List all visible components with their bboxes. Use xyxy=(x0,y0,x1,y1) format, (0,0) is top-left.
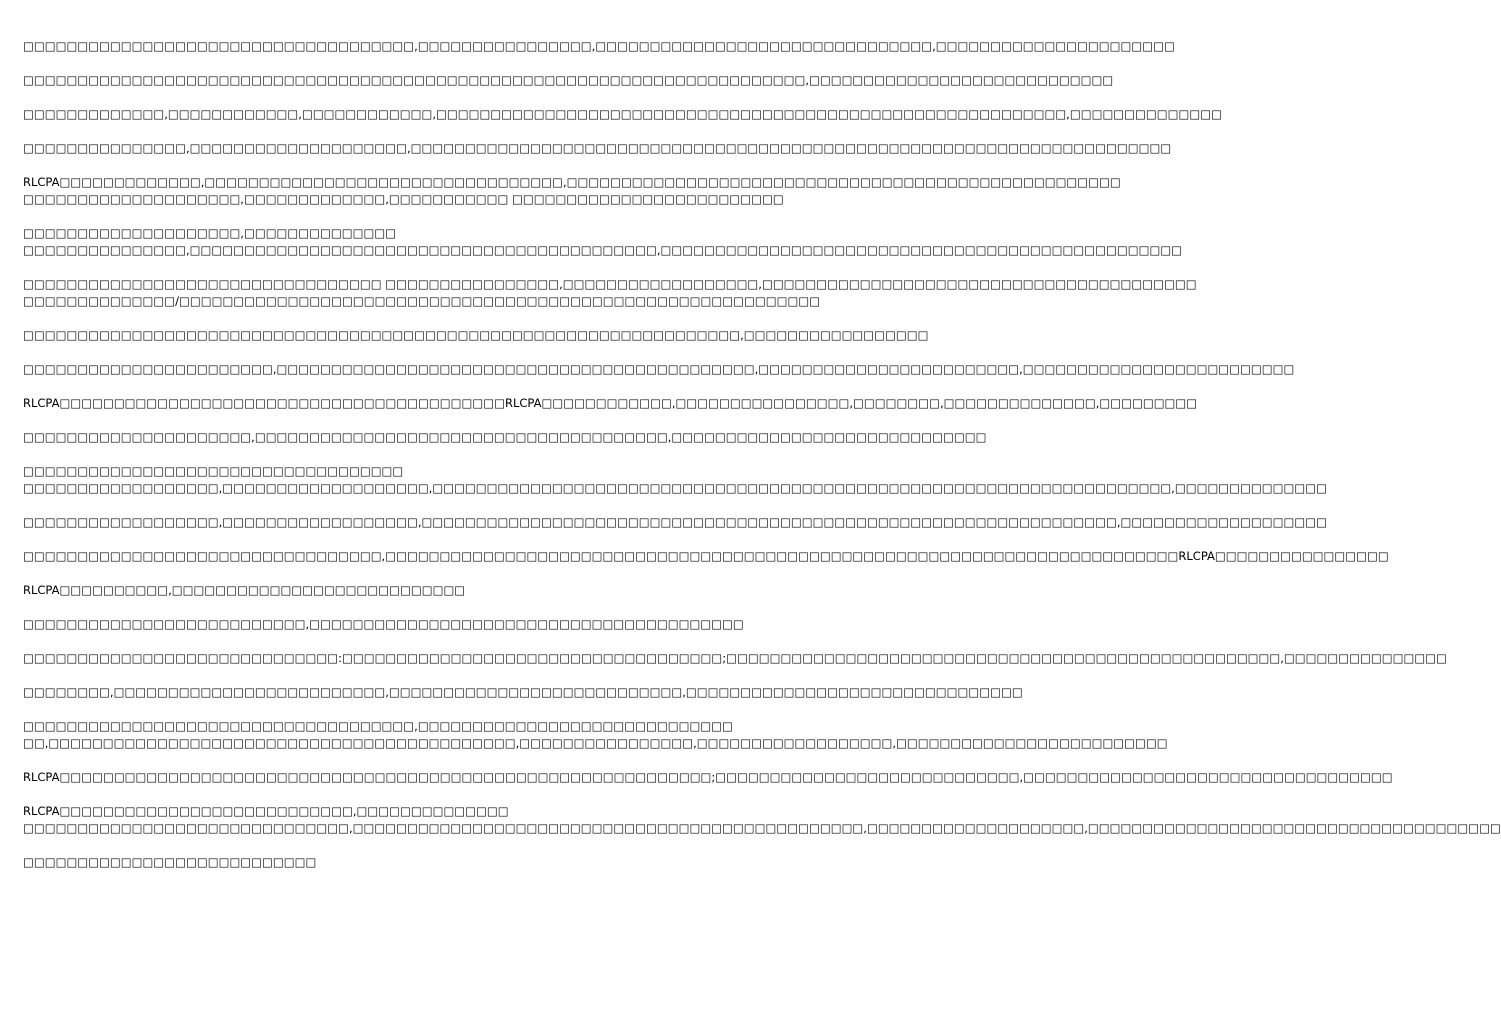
paragraph xyxy=(23,463,1327,497)
paragraph xyxy=(23,429,987,446)
paragraph-line: RLCPA□□□□□□□□□□□□□□□□□□□□□□□□□□□□□□□□□□□□□□□□□RLCPA□□□□□□□□□□□□,□□□□□□□□□□□□□□□□,□□□□□□□□,□□□□□□□□□□□□□□,□□□□□□□□□ xyxy=(23,396,1198,410)
paragraph-line: □□□□□□□□□□□□□□□□□□□□□□□□□□□□□□□□□□□□,□□□□□□□□□□□□□□□□,□□□□□□□□□□□□□□□□□□□□□□□□□□□□□□□,□□□□□□□□□□□□□□□□□□□□□□ xyxy=(23,39,1175,53)
paragraph-line: RLCPA□□□□□□□□□□,□□□□□□□□□□□□□□□□□□□□□□□□□□□ xyxy=(23,583,466,597)
paragraph-line: RLCPA□□□□□□□□□□□□□,□□□□□□□□□□□□□□□□□□□□□□□□□□□□□□□□□,□□□□□□□□□□□□□□□□□□□□□□□□□□□□□□□□□□□□□□□□□□□□□□□□□□□ xyxy=(23,175,1121,189)
paragraph-line: □□□□□□□□□□□□□□□□□□□□□□□□□□□□□□□□□□□ xyxy=(23,464,404,478)
paragraph xyxy=(23,276,1197,310)
paragraph-line: □□□□□□□□□□□□□□□□□□□□□□□□□□□□□□□□□□□□□□□□□□□□□□□□□□□□□□□□□□□□□□□□□□,□□□□□□□□□□□□□□□□□ xyxy=(23,328,929,342)
paragraph xyxy=(23,395,1198,412)
paragraph-line: □□□□□□□□□□□□□□□,□□□□□□□□□□□□□□□□□□□□,□□□□□□□□□□□□□□□□□□□□□□□□□□□□□□□□□□□□□□□□□□□□□□□□□□□□□□□□□□□□□□□□□□□□□□ xyxy=(23,141,1172,155)
paragraph-line: □□□□□□□□□□□□□□□□□□,□□□□□□□□□□□□□□□□□□,□□□□□□□□□□□□□□□□□□□□□□□□□□□□□□□□□□□□□□□□□□□□□□□□□□□□□□□□□□□□□□□□,□□□□□□□□□□□□□□□□□□□ xyxy=(23,515,1327,529)
paragraph-line: □□□□□□□□□□□□□□□□□□□□□□□□□□□□□□□□□,□□□□□□□□□□□□□□□□□□□□□□□□□□□□□□□□□□□□□□□□□□□□□□□□□□□□□□□□□□□□□□□□□□□□□□□□□RLCPA□□□□□□□□□□□□□□□□ xyxy=(23,549,1389,563)
paragraph xyxy=(23,582,720,599)
paragraph xyxy=(23,140,1172,157)
paragraph xyxy=(23,72,1114,89)
paragraph xyxy=(23,684,1023,701)
paragraph-line: □□□□□□□□□□□□□□□□□□□□□□□□□□□□□□,□□□□□□□□□□□□□□□□□□□□□□□□□□□□□□□□□□□□□□□□□□□□□□□,□□□□□□□□□□□□□□□□□□□□,□□□□□□□□□□□□□□□□□□□□□□□□□□□□□□□□□□□□□□ xyxy=(23,821,1501,835)
paragraph-line: □□□□□□□□□□□□□□□□□□□□□,□□□□□□□□□□□□□□□□□□□□□□□□□□□□□□□□□□□□□□,□□□□□□□□□□□□□□□□□□□□□□□□□□□□□ xyxy=(23,430,987,444)
paragraph xyxy=(23,174,1121,208)
paragraph xyxy=(23,548,1389,565)
paragraph-line: □□□□□□□□□□□□□□/□□□□□□□□□□□□□□□□□□□□□□□□□□□□□□□□□□□□□□□□□□□□□□□□□□□□□□□□□□□ xyxy=(23,294,821,308)
paragraph-line: □□□□□□□□□□□□□□□□□□□□,□□□□□□□□□□□□□,□□□□□□□□□□□ □□□□□□□□□□□□□□□□□□□□□□□□□ xyxy=(23,192,784,206)
paragraph-line: □□□□□□□□□□□□□□□□□□□□□□□□□□□□□□□□□ □□□□□□□□□□□□□□□□,□□□□□□□□□□□□□□□□□□,□□□□□□□□□□□□□□□□□□□□□□□□□□□□□□□□□□□□□□□□ xyxy=(23,277,1197,291)
paragraph xyxy=(23,38,1175,55)
paragraph xyxy=(23,803,1501,837)
paragraph-line: □□,□□□□□□□□□□□□□□□□□□□□□□□□□□□□□□□□□□□□□□□□□□□,□□□□□□□□□□□□□□□□,□□□□□□□□□□□□□□□□□□,□□□□□□□□□□□□□□□□□□□□□□□□□ xyxy=(23,736,1168,750)
paragraph-line: □□□□□□□□□□□□□□□□□□□□□□□□□□□□□□□□□□□□□□□□□□□□□□□□□□□□□□□□□□□□□□□□□□□□□□□□,□□□□□□□□□□□□□□□□□□□□□□□□□□□□ xyxy=(23,73,1114,87)
paragraph-line: □□□□□□□□□□□□□□□□□□□□,□□□□□□□□□□□□□□ xyxy=(23,226,397,240)
paragraph xyxy=(23,361,1295,378)
paragraph-line: □□□□□□□□□□□□□□□□□□□□□□□□□□□ xyxy=(23,855,317,869)
paragraph xyxy=(23,616,744,633)
paragraph-line: RLCPA□□□□□□□□□□□□□□□□□□□□□□□□□□□,□□□□□□□□□□□□□□ xyxy=(23,804,509,818)
paragraph xyxy=(23,106,1222,123)
paragraph-line: □□□□□□□□□□□□□,□□□□□□□□□□□□,□□□□□□□□□□□□,□□□□□□□□□□□□□□□□□□□□□□□□□□□□□□□□□□□□□□□□□□□□□□□□□□□□□□□□□□,□□□□□□□□□□□□□□ xyxy=(23,107,1222,121)
document-body xyxy=(23,38,1501,888)
paragraph-line: □□□□□□□□□□□□□□□□□□□□□□□□□□,□□□□□□□□□□□□□□□□□□□□□□□□□□□□□□□□□□□□□□□□ xyxy=(23,617,744,631)
paragraph xyxy=(23,514,1327,531)
paragraph xyxy=(23,854,720,871)
paragraph-line: RLCPA□□□□□□□□□□□□□□□□□□□□□□□□□□□□□□□□□□□□□□□□□□□□□□□□□□□□□□□□□□□□;□□□□□□□□□□□□□□□□□□□□□□□□□□□□,□□□□□□□□□□□□□□□□□□□□□□□□□□□□□□□□□□ xyxy=(23,770,1393,784)
paragraph-line: □□□□□□□□□□□□□□□□□□,□□□□□□□□□□□□□□□□□□□,□□□□□□□□□□□□□□□□□□□□□□□□□□□□□□□□□□□□□□□□□□□□□□□□□□□□□□□□□□□□□□□□□□□□,□□□□□□□□□□□□□□ xyxy=(23,481,1327,495)
paragraph-line: □□□□□□□□□□□□□□□□□□□□□□□□□□□□□□□□□□□□,□□□□□□□□□□□□□□□□□□□□□□□□□□□□□ xyxy=(23,719,733,733)
paragraph-line: □□□□□□□□,□□□□□□□□□□□□□□□□□□□□□□□□□,□□□□□□□□□□□□□□□□□□□□□□□□□□□,□□□□□□□□□□□□□□□□□□□□□□□□□□□□□□□ xyxy=(23,685,1023,699)
paragraph xyxy=(23,650,1447,667)
paragraph-line: □□□□□□□□□□□□□□□□□□□□□□□□□□□□□:□□□□□□□□□□□□□□□□□□□□□□□□□□□□□□□□□□□;□□□□□□□□□□□□□□□□□□□□□□□□□□□□□□□□□□□□□□□□□□□□□□□□□□□,□□□□□□□□□□□□□□□ xyxy=(23,651,1447,665)
paragraph-line: □□□□□□□□□□□□□□□□□□□□□□□,□□□□□□□□□□□□□□□□□□□□□□□□□□□□□□□□□□□□□□□□□□□□,□□□□□□□□□□□□□□□□□□□□□□□□,□□□□□□□□□□□□□□□□□□□□□□□□□ xyxy=(23,362,1295,376)
paragraph xyxy=(23,769,1393,786)
paragraph xyxy=(23,327,929,344)
paragraph xyxy=(23,718,1168,752)
paragraph-line: □□□□□□□□□□□□□□□,□□□□□□□□□□□□□□□□□□□□□□□□□□□□□□□□□□□□□□□□□□□,□□□□□□□□□□□□□□□□□□□□□□□□□□□□□□□□□□□□□□□□□□□□□□□□ xyxy=(23,243,1183,257)
paragraph xyxy=(23,225,1183,259)
